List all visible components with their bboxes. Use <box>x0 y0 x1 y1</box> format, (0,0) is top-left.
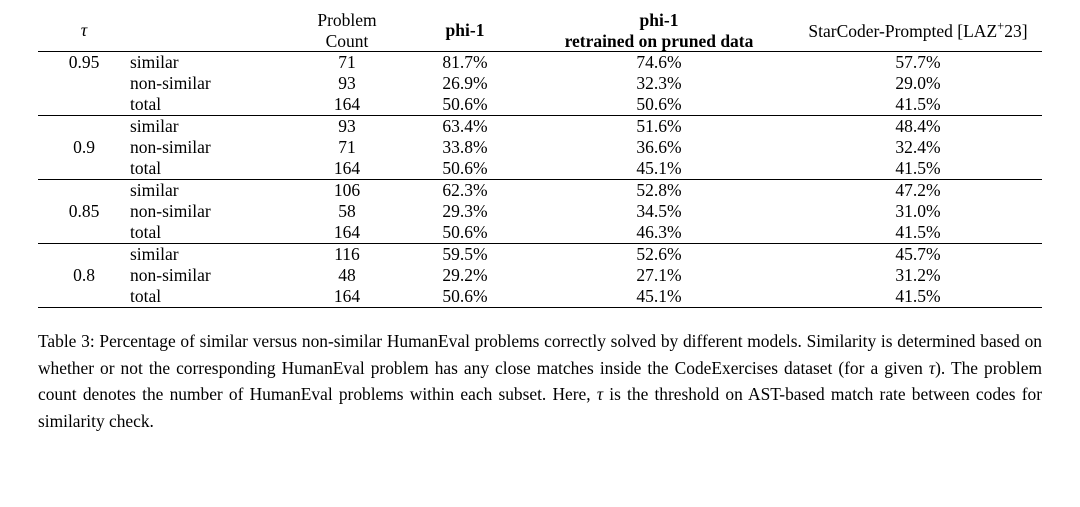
cell-phi1: 29.2% <box>442 265 488 286</box>
table-body-group-3 <box>38 244 1042 308</box>
row-kind: total <box>130 158 162 179</box>
cell-phi1: 33.8% <box>442 137 488 158</box>
cell-phi1: 50.6% <box>442 222 488 243</box>
cell-starcoder: 31.0% <box>895 201 941 222</box>
cell-retrained: 45.1% <box>636 158 682 179</box>
cell-retrained: 46.3% <box>636 222 682 243</box>
table-row <box>38 244 1042 266</box>
cell-starcoder: 47.2% <box>794 180 1042 202</box>
cell-phi1: 63.4% <box>406 116 524 138</box>
cell-count: 116 <box>288 244 406 266</box>
column-header-phi1-retrained <box>524 10 794 52</box>
cell-retrained: 51.6% <box>524 116 794 138</box>
cell-retrained: 36.6% <box>636 137 682 158</box>
row-kind: similar <box>130 180 288 202</box>
cell-starcoder: 31.2% <box>895 265 941 286</box>
row-kind: total <box>130 94 162 115</box>
cell-count: 164 <box>333 94 361 115</box>
cell-phi1: 59.5% <box>406 244 524 266</box>
tau-spacer <box>38 286 130 308</box>
column-header-phi1-retrained-line2: retrained on pruned data <box>564 30 754 51</box>
cell-retrained: 52.8% <box>524 180 794 202</box>
tau-spacer <box>38 222 130 244</box>
table-row <box>38 201 1042 222</box>
table-header <box>38 10 1042 52</box>
table-row <box>38 94 1042 116</box>
cell-starcoder: 41.5% <box>895 286 941 307</box>
tau-value: 0.9 <box>73 137 95 158</box>
cell-count: 93 <box>338 73 356 94</box>
cell-phi1: 29.3% <box>442 201 488 222</box>
table-row <box>38 265 1042 286</box>
table-body-group-1 <box>38 116 1042 180</box>
table-caption <box>38 328 1042 434</box>
tau-spacer <box>38 94 130 116</box>
cell-phi1: 50.6% <box>442 286 488 307</box>
cell-count: 48 <box>338 265 356 286</box>
cell-phi1: 62.3% <box>406 180 524 202</box>
tau-spacer <box>38 73 130 94</box>
cell-count: 71 <box>288 52 406 74</box>
row-kind: non-similar <box>130 73 211 94</box>
row-kind: similar <box>130 244 288 266</box>
table-body-group-0 <box>38 52 1042 116</box>
caption-part2: ). The problem count denotes the number of HumanEval problems within each subset. Here, <box>38 357 1042 405</box>
tau-value: 0.85 <box>68 201 100 222</box>
cell-count: 164 <box>333 286 361 307</box>
cell-retrained: 32.3% <box>636 73 682 94</box>
table-row <box>38 180 1042 202</box>
bottom-rule-row <box>38 308 1042 309</box>
row-kind: total <box>130 222 162 243</box>
cell-phi1: 26.9% <box>442 73 488 94</box>
row-kind: non-similar <box>130 137 211 158</box>
cell-starcoder: 48.4% <box>794 116 1042 138</box>
cell-count: 106 <box>288 180 406 202</box>
cell-count: 71 <box>338 137 356 158</box>
tau-spacer <box>38 180 130 202</box>
column-header-problem-count <box>288 10 406 52</box>
row-kind: similar <box>130 116 288 138</box>
column-header-problem-count-line2: Count <box>325 30 369 51</box>
row-kind: non-similar <box>130 265 211 286</box>
row-kind: non-similar <box>130 201 211 222</box>
row-kind: similar <box>130 52 288 74</box>
caption-part3: is the threshold on AST-based match rate between codes for similarity check. <box>38 384 1043 431</box>
cell-starcoder: 57.7% <box>794 52 1042 74</box>
cell-retrained: 45.1% <box>636 286 682 307</box>
tau-value: 0.8 <box>73 265 95 286</box>
header-row <box>38 10 1042 52</box>
cell-phi1: 50.6% <box>442 158 488 179</box>
column-header-problem-count-line1: Problem <box>317 10 377 30</box>
cell-count: 164 <box>333 222 361 243</box>
tau-value: 0.95 <box>38 52 130 74</box>
table-row <box>38 286 1042 308</box>
column-header-starcoder-tail: 23] <box>1004 21 1028 42</box>
tau-spacer <box>38 158 130 180</box>
cell-retrained: 52.6% <box>524 244 794 266</box>
column-header-phi1-line1: phi-1 <box>445 20 485 41</box>
cell-starcoder: 29.0% <box>895 73 941 94</box>
cell-retrained: 34.5% <box>636 201 682 222</box>
column-header-phi1-retrained-line1: phi-1 <box>639 10 679 30</box>
table-body-group-2 <box>38 180 1042 244</box>
table-row <box>38 52 1042 74</box>
table-row <box>38 73 1042 94</box>
cell-count: 58 <box>338 201 356 222</box>
caption-part1: Table 3: Percentage of similar versus non-similar HumanEval problems correctly solved by different models. Similarity is determined based on whether or not the corresponding HumanEval problem has any close matches inside the CodeExercises dataset (for a given <box>38 331 1042 378</box>
cell-retrained: 27.1% <box>636 265 682 286</box>
cell-count: 93 <box>288 116 406 138</box>
column-header-starcoder-sup: + <box>997 19 1005 34</box>
column-header-kind <box>130 10 288 52</box>
caption-tau-2: τ <box>596 384 604 405</box>
cell-retrained: 50.6% <box>636 94 682 115</box>
cell-count: 164 <box>333 158 361 179</box>
cell-retrained: 74.6% <box>524 52 794 74</box>
cell-starcoder: 45.7% <box>794 244 1042 266</box>
table-row <box>38 116 1042 138</box>
tau-spacer <box>38 116 130 138</box>
table-footer-rule <box>38 308 1042 309</box>
cell-phi1: 50.6% <box>442 94 488 115</box>
column-header-phi1 <box>406 10 524 52</box>
column-header-starcoder <box>794 10 1042 52</box>
row-kind: total <box>130 286 162 307</box>
cell-starcoder: 41.5% <box>895 222 941 243</box>
table-row <box>38 137 1042 158</box>
cell-starcoder: 41.5% <box>895 94 941 115</box>
cell-starcoder: 32.4% <box>895 137 941 158</box>
column-header-starcoder-text: StarCoder-Prompted [LAZ <box>808 21 998 42</box>
caption-tau-1: τ <box>928 357 936 378</box>
column-header-tau: τ <box>80 20 88 41</box>
table-row <box>38 222 1042 244</box>
cell-phi1: 81.7% <box>406 52 524 74</box>
tau-spacer <box>38 244 130 266</box>
cell-starcoder: 41.5% <box>895 158 941 179</box>
table-row <box>38 158 1042 180</box>
results-table <box>38 10 1042 308</box>
